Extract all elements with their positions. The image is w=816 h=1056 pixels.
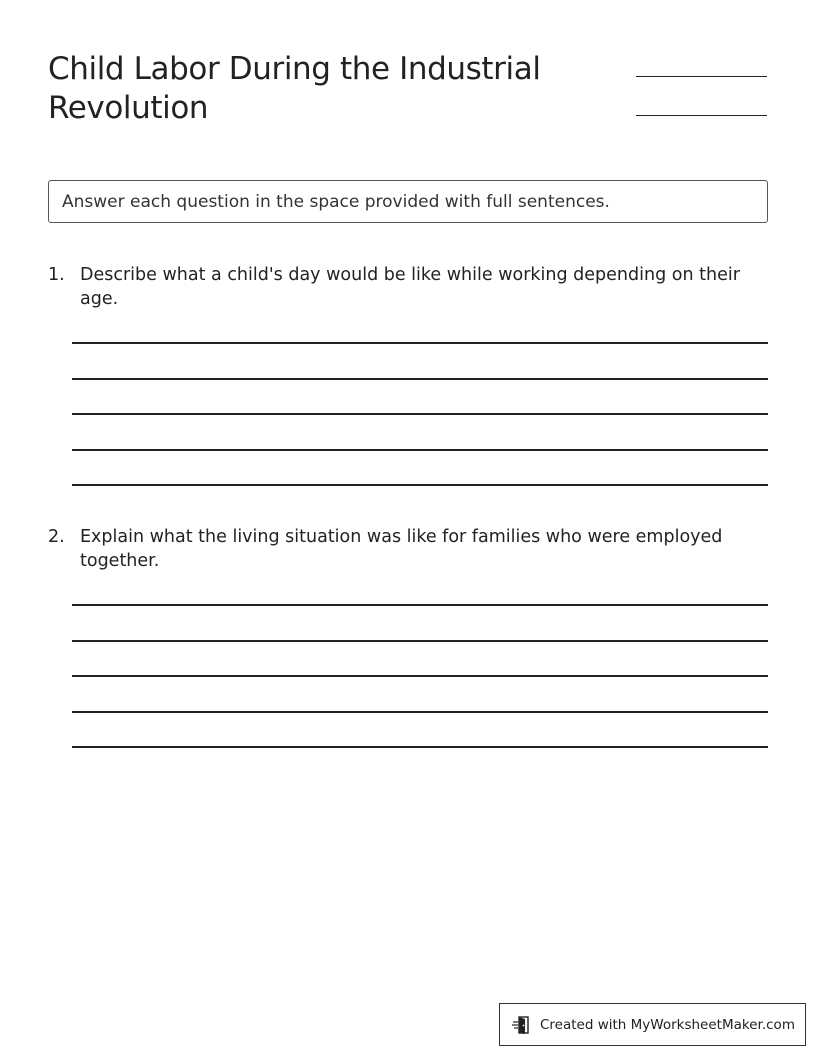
name-blank[interactable] (636, 76, 767, 77)
footer-text: Created with MyWorksheetMaker.com (540, 1016, 795, 1033)
question-number: 1. (48, 265, 65, 285)
answer-line[interactable] (72, 449, 768, 451)
answer-line[interactable] (72, 342, 768, 344)
question-number: 2. (48, 527, 65, 547)
question-text: Explain what the living situation was like for families who were employed together. (80, 527, 723, 571)
question-text: Describe what a child's day would be like while working depending on their age. (80, 265, 740, 309)
answer-line[interactable] (72, 604, 768, 606)
door-logo-icon (512, 1015, 532, 1035)
instructions-box: Answer each question in the space provided with full sentences. (48, 180, 768, 223)
answer-line[interactable] (72, 746, 768, 748)
footer-badge[interactable] (499, 1003, 806, 1046)
answer-line[interactable] (72, 413, 768, 415)
date-blank[interactable] (636, 115, 767, 116)
answer-line[interactable] (72, 640, 768, 642)
answer-line[interactable] (72, 711, 768, 713)
answer-line[interactable] (72, 675, 768, 677)
answer-line[interactable] (72, 378, 768, 380)
worksheet-title: Child Labor During the Industrial Revolution (48, 51, 541, 126)
answer-line[interactable] (72, 484, 768, 486)
